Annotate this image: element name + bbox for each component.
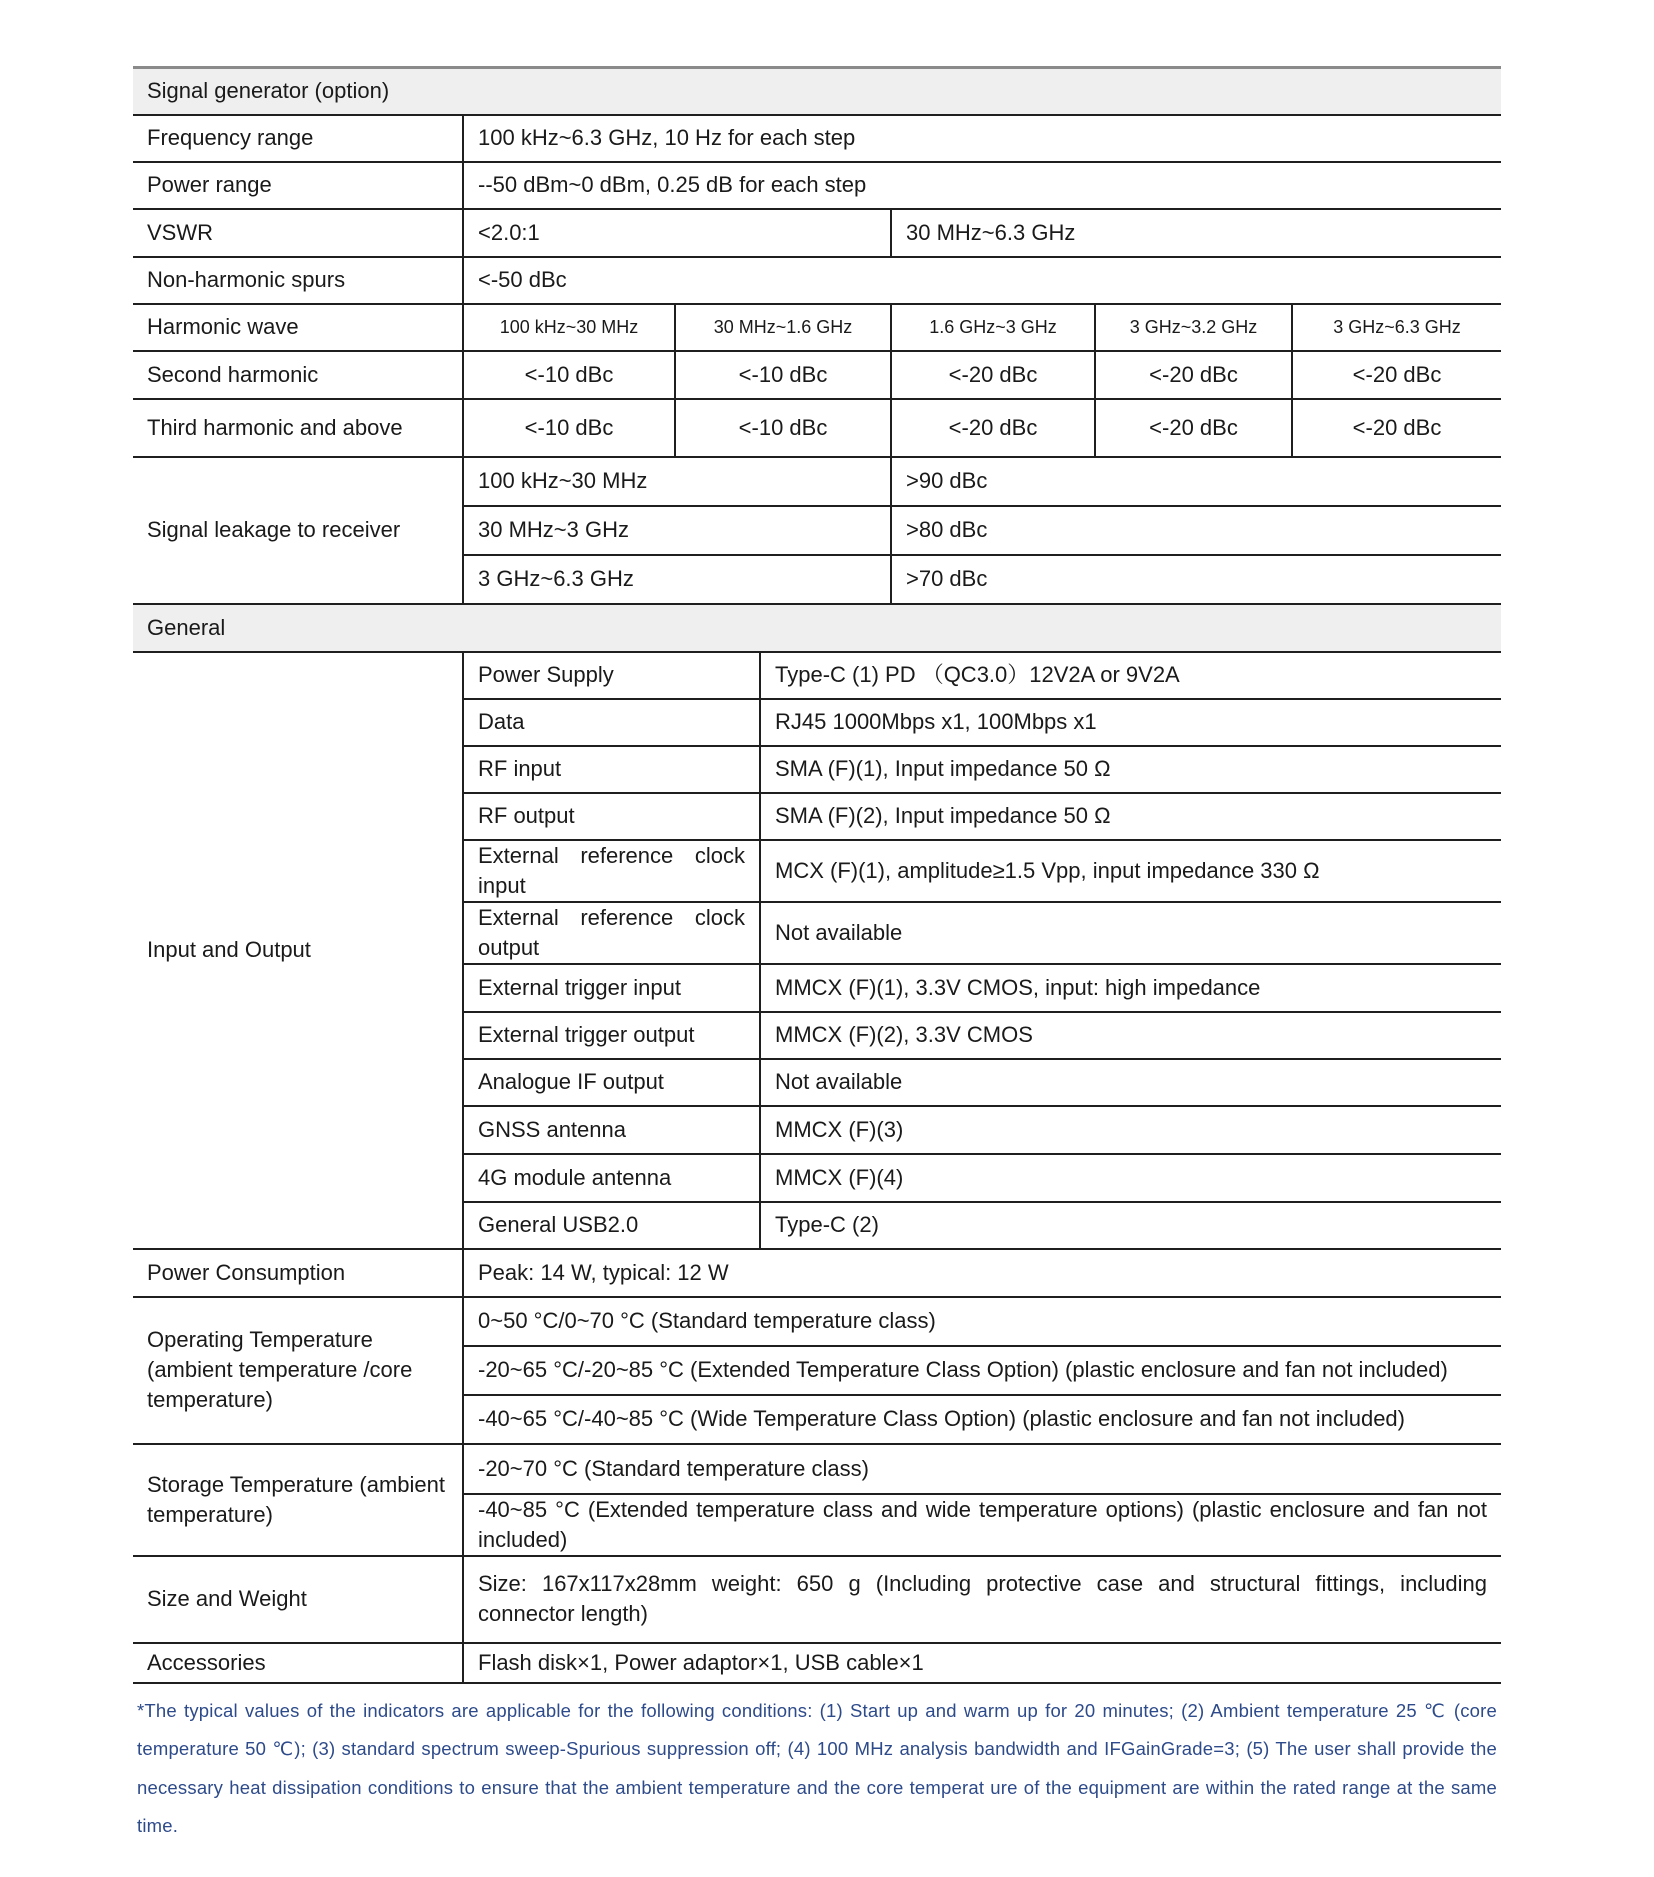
harmonic-band-row [133,304,1501,351]
io-name: Analogue IF output [463,1059,760,1106]
temp-value: 0~50 °C/0~70 °C (Standard temperature class) [463,1297,1501,1346]
row-value: 100 kHz~6.3 GHz, 10 Hz for each step [463,115,1501,162]
band-label: 100 kHz~30 MHz [463,304,675,351]
harmonic-value: <-20 dBc [1292,399,1501,457]
leakage-range: 100 kHz~30 MHz [463,457,891,506]
leakage-row [133,457,1501,506]
harmonic-value: <-20 dBc [1095,351,1292,399]
io-value: RJ45 1000Mbps x1, 100Mbps x1 [760,699,1501,746]
io-row [133,652,1501,699]
io-value: MMCX (F)(2), 3.3V CMOS [760,1012,1501,1059]
row-label: Operating Temperature (ambient temperature /core temperature) [133,1297,463,1444]
band-label: 1.6 GHz~3 GHz [891,304,1095,351]
temp-value: -20~65 °C/-20~85 °C (Extended Temperature Class Option) (plastic enclosure and fan not included) [463,1346,1501,1395]
io-value: Not available [760,1059,1501,1106]
row-label: Accessories [133,1643,463,1683]
io-name: GNSS antenna [463,1106,760,1154]
io-value: MMCX (F)(3) [760,1106,1501,1154]
table-row [133,209,1501,257]
row-label: Non-harmonic spurs [133,257,463,304]
io-name: General USB2.0 [463,1202,760,1249]
row-label: Power range [133,162,463,209]
io-value: MMCX (F)(4) [760,1154,1501,1202]
leakage-value: >90 dBc [891,457,1501,506]
io-value: Not available [760,902,1501,964]
table-row [133,257,1501,304]
temp-value: -20~70 °C (Standard temperature class) [463,1444,1501,1494]
harmonic-value: <-10 dBc [675,351,891,399]
row-value: Size: 167x117x28mm weight: 650 g (Including protective case and structural fittings, including connector length) [463,1556,1501,1643]
row-value: <2.0:1 [463,209,891,257]
spec-page [133,66,1501,1846]
leakage-value: >70 dBc [891,555,1501,604]
row-value: Peak: 14 W, typical: 12 W [463,1249,1501,1297]
row-value: --50 dBm~0 dBm, 0.25 dB for each step [463,162,1501,209]
temp-value: -40~85 °C (Extended temperature class and wide temperature options) (plastic enclosure and fan not included) [463,1494,1501,1556]
harmonic-value: <-10 dBc [463,351,675,399]
row-label: Frequency range [133,115,463,162]
io-value: SMA (F)(1), Input impedance 50 Ω [760,746,1501,793]
io-value: Type-C (1) PD （QC3.0）12V2A or 9V2A [760,652,1501,699]
table-row [133,1643,1501,1683]
io-name: Power Supply [463,652,760,699]
harmonic-row [133,351,1501,399]
io-name: 4G module antenna [463,1154,760,1202]
harmonic-value: <-20 dBc [891,399,1095,457]
table-row [133,162,1501,209]
footnote: *The typical values of the indicators are applicable for the following conditions: (1) Start up and warm up for 20 minutes; (2) Ambient temperature 25 ℃ (core temperature 50 ℃); (3) standard spectrum sweep-Spurious suppression off; (4) 100 MHz analysis bandwidth and IFGainGrade=3; (5) The user shall provide the necessary heat dissipation conditions to ensure that the ambient temperature and the core temperat ure of the equipment are within the rated range at the same time. [137,1699,1497,1836]
temp-value: -40~65 °C/-40~85 °C (Wide Temperature Class Option) (plastic enclosure and fan not included) [463,1395,1501,1444]
operating-temp-row [133,1297,1501,1346]
table-row [133,1556,1501,1643]
harmonic-value: <-20 dBc [891,351,1095,399]
leakage-range: 3 GHz~6.3 GHz [463,555,891,604]
harmonic-value: <-20 dBc [1095,399,1292,457]
row-label: Size and Weight [133,1556,463,1643]
specification-table [133,66,1501,1684]
section-header-row [133,68,1501,115]
leakage-range: 30 MHz~3 GHz [463,506,891,555]
io-name: RF input [463,746,760,793]
io-value: SMA (F)(2), Input impedance 50 Ω [760,793,1501,840]
harmonic-value: <-10 dBc [463,399,675,457]
io-value: Type-C (2) [760,1202,1501,1249]
row-label: Second harmonic [133,351,463,399]
row-label: Third harmonic and above [133,399,463,457]
harmonic-row [133,399,1501,457]
row-value: Flash disk×1, Power adaptor×1, USB cable×1 [463,1643,1501,1683]
storage-temp-row [133,1444,1501,1494]
row-label: Harmonic wave [133,304,463,351]
section-header-row [133,604,1501,652]
table-row [133,115,1501,162]
row-label: Signal leakage to receiver [133,457,463,604]
io-name: External reference clock output [463,902,760,964]
row-label: Input and Output [133,652,463,1249]
row-value: <-50 dBc [463,257,1501,304]
row-label: VSWR [133,209,463,257]
io-name: External reference clock input [463,840,760,902]
band-label: 3 GHz~3.2 GHz [1095,304,1292,351]
io-name: Data [463,699,760,746]
band-label: 30 MHz~1.6 GHz [675,304,891,351]
io-name: RF output [463,793,760,840]
band-label: 3 GHz~6.3 GHz [1292,304,1501,351]
row-label: Power Consumption [133,1249,463,1297]
row-range: 30 MHz~6.3 GHz [891,209,1501,257]
harmonic-value: <-10 dBc [675,399,891,457]
io-value: MCX (F)(1), amplitude≥1.5 Vpp, input impedance 330 Ω [760,840,1501,902]
leakage-value: >80 dBc [891,506,1501,555]
table-row [133,1249,1501,1297]
row-label: Storage Temperature (ambient temperature) [133,1444,463,1556]
harmonic-value: <-20 dBc [1292,351,1501,399]
io-name: External trigger output [463,1012,760,1059]
section-title: Signal generator (option) [133,68,1501,115]
io-name: External trigger input [463,964,760,1012]
section-title: General [133,604,1501,652]
io-value: MMCX (F)(1), 3.3V CMOS, input: high impedance [760,964,1501,1012]
